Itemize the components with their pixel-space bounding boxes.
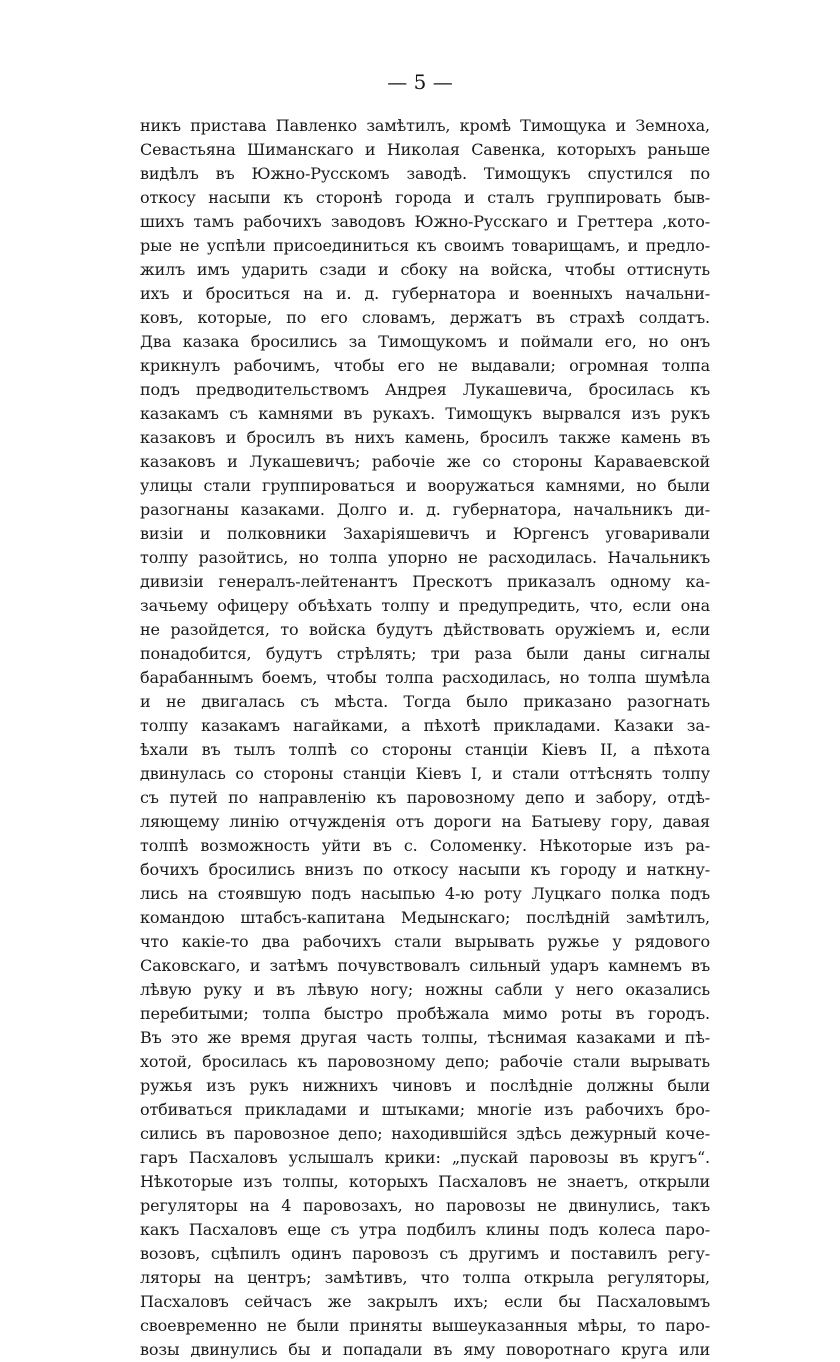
text-line: своевременно не были приняты вышеуказанныя мѣры, то паро- bbox=[140, 1316, 710, 1335]
text-line: жилъ имъ ударить сзади и сбоку на войска, чтобы оттиснуть bbox=[140, 260, 710, 279]
text-line: понадобится, будутъ стрѣлять; три раза были даны сигналы bbox=[140, 644, 710, 663]
text-line: толпу казакамъ нагайками, а пѣхотѣ прикладами. Казаки за- bbox=[140, 716, 710, 735]
page-number: — 5 — bbox=[387, 70, 453, 94]
text-line: Севастьяна Шиманскаго и Николая Савенка, которыхъ раньше bbox=[140, 140, 710, 159]
text-line: никъ пристава Павленко замѣтилъ, кромѣ Тимощука и Земноха, bbox=[140, 116, 710, 135]
text-line: подъ предводительствомъ Андрея Лукашевича, бросилась къ bbox=[140, 380, 710, 399]
text-line: Пасхаловъ сейчасъ же закрылъ ихъ; если бы Пасхаловымъ bbox=[140, 1292, 710, 1311]
text-line: Два казака бросились за Тимощукомъ и поймали его, но онъ bbox=[140, 332, 710, 351]
text-line: Саковскаго, и затѣмъ почувствовалъ сильный ударъ камнемъ въ bbox=[140, 956, 710, 975]
text-line: крикнулъ рабочимъ, чтобы его не выдавали; огромная толпа bbox=[140, 356, 710, 375]
text-line: возы двинулись бы и попадали въ яму поворотнаго круга или bbox=[140, 1340, 710, 1359]
text-line: визіи и полковники Захаріяшевичъ и Юргенсъ уговаривали bbox=[140, 524, 710, 543]
text-line: гаръ Пасхаловъ услышалъ крики: „пускай паровозы въ кругъ“. bbox=[140, 1148, 710, 1167]
text-line: откосу насыпи къ сторонѣ города и сталъ группировать быв- bbox=[140, 188, 710, 207]
text-line: и не двигалась съ мѣста. Тогда было приказано разогнать bbox=[140, 692, 710, 711]
text-line: двинулась со стороны станціи Кіевъ I, и стали оттѣснять толпу bbox=[140, 764, 710, 783]
text-line: разогнаны казаками. Долго и. д. губернатора, начальникъ ди- bbox=[140, 500, 710, 519]
text-line: ружья изъ рукъ нижнихъ чиновъ и послѣдніе должны были bbox=[140, 1076, 710, 1095]
text-line: ѣхали въ тылъ толпѣ со стороны станціи Кіевъ II, а пѣхота bbox=[140, 740, 710, 759]
text-line: казаковъ и Лукашевичъ; рабочіе же со стороны Караваевской bbox=[140, 452, 710, 471]
text-line: шихъ тамъ рабочихъ заводовъ Южно-Русскаго и Греттера ,кото- bbox=[140, 212, 710, 231]
text-line: барабаннымъ боемъ, чтобы толпа расходилась, но толпа шумѣла bbox=[140, 668, 710, 687]
text-line: бочихъ бросились внизъ по откосу насыпи къ городу и наткну- bbox=[140, 860, 710, 879]
text-line: лись на стоявшую подъ насыпью 4-ю роту Луцкаго полка подъ bbox=[140, 884, 710, 903]
text-line: дивизіи генералъ-лейтенантъ Прескотъ приказалъ одному ка- bbox=[140, 572, 710, 591]
text-line: толпѣ возможность уйти въ с. Соломенку. Нѣкоторые изъ ра- bbox=[140, 836, 710, 855]
text-line: лѣвую руку и въ лѣвую ногу; ножны сабли у него оказались bbox=[140, 980, 710, 999]
text-line: сились въ паровозное депо; находившійся здѣсь дежурный коче- bbox=[140, 1124, 710, 1143]
text-line: ляторы на центръ; замѣтивъ, что толпа открыла регуляторы, bbox=[140, 1268, 710, 1287]
text-line: регуляторы на 4 паровозахъ, но паровозы не двинулись, такъ bbox=[140, 1196, 710, 1215]
body-text bbox=[140, 114, 710, 1362]
text-line: казаковъ и бросилъ въ нихъ камень, бросилъ также камень въ bbox=[140, 428, 710, 447]
text-line: улицы стали группироваться и вооружаться камнями, но были bbox=[140, 476, 710, 495]
text-line: ляющему линію отчужденія отъ дороги на Батыеву гору, давая bbox=[140, 812, 710, 831]
text-line: Нѣкоторые изъ толпы, которыхъ Пасхаловъ не знаетъ, открыли bbox=[140, 1172, 710, 1191]
text-line: казакамъ съ камнями въ рукахъ. Тимощукъ вырвался изъ рукъ bbox=[140, 404, 710, 423]
text-line: не разойдется, то войска будутъ дѣйствовать оружіемъ и, если bbox=[140, 620, 710, 639]
text-line: хотой, бросилась къ паровозному депо; рабочіе стали вырывать bbox=[140, 1052, 710, 1071]
text-line: перебитыми; толпа быстро пробѣжала мимо роты въ городъ. bbox=[140, 1004, 710, 1023]
text-line: Въ это же время другая часть толпы, тѣснимая казаками и пѣ- bbox=[140, 1028, 710, 1047]
text-line: командою штабсъ-капитана Медынскаго; послѣдній замѣтилъ, bbox=[140, 908, 710, 927]
text-line: рые не успѣли присоединиться къ своимъ товарищамъ, и предло- bbox=[140, 236, 710, 255]
text-line: ковъ, которые, по его словамъ, держатъ въ страхѣ солдатъ. bbox=[140, 308, 710, 327]
text-line: зачьему офицеру объѣхать толпу и предупредить, что, если она bbox=[140, 596, 710, 615]
text-line: отбиваться прикладами и штыками; многіе изъ рабочихъ бро- bbox=[140, 1100, 710, 1119]
text-line: толпу разойтись, но толпа упорно не расходилась. Начальникъ bbox=[140, 548, 710, 567]
text-line: ихъ и броситься на и. д. губернатора и военныхъ начальни- bbox=[140, 284, 710, 303]
text-line: видѣлъ въ Южно-Русскомъ заводѣ. Тимощукъ спустился по bbox=[140, 164, 710, 183]
text-line: съ путей по направленію къ паровозному депо и забору, отдѣ- bbox=[140, 788, 710, 807]
text-line: какъ Пасхаловъ еще съ утра подбилъ клины подъ колеса паро- bbox=[140, 1220, 710, 1239]
text-line: что какіе-то два рабочихъ стали вырывать ружье у рядового bbox=[140, 932, 710, 951]
text-line: возовъ, сцѣпилъ одинъ паровозъ съ другимъ и поставилъ регу- bbox=[140, 1244, 710, 1263]
